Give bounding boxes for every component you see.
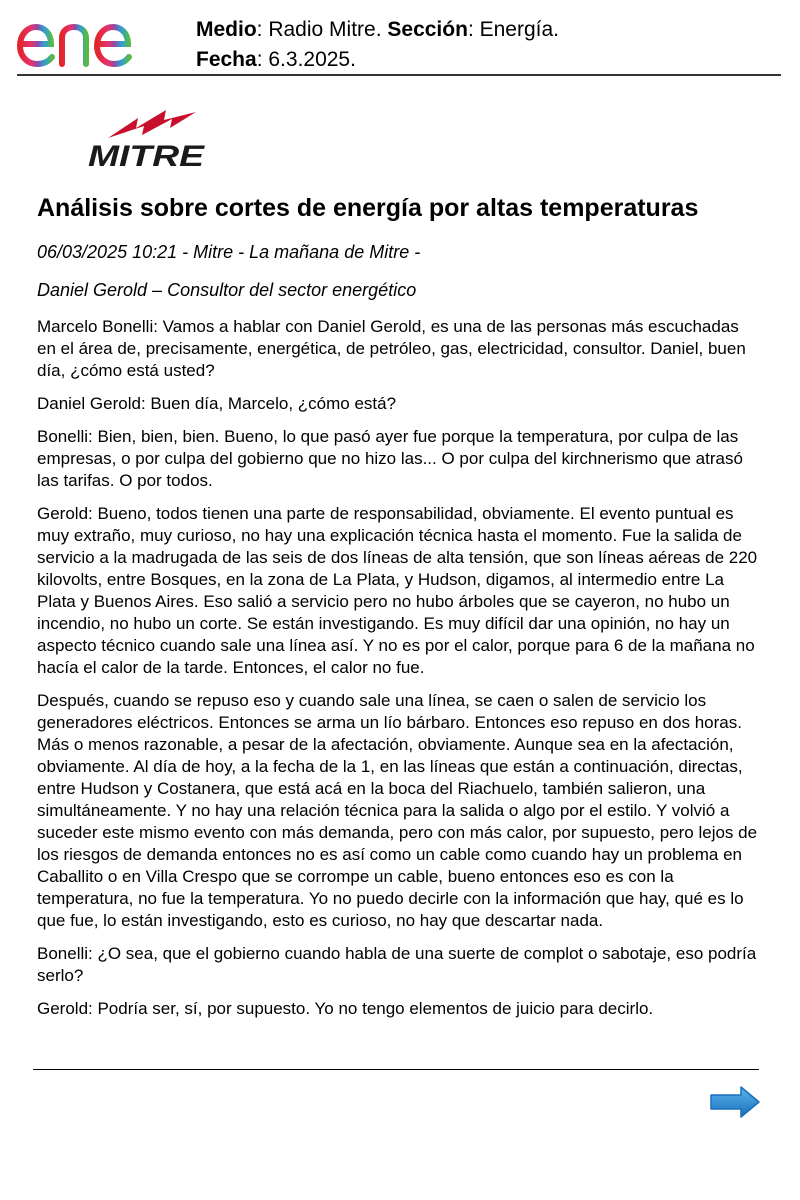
document-meta bbox=[196, 15, 559, 75]
enel-logo bbox=[16, 8, 168, 70]
medio-label: Medio bbox=[196, 18, 257, 41]
article-paragraph: Daniel Gerold: Buen día, Marcelo, ¿cómo está? bbox=[37, 394, 397, 413]
fecha-value: : 6.3.2025. bbox=[256, 48, 356, 71]
seccion-label: Sección bbox=[387, 18, 468, 41]
mitre-logo bbox=[86, 104, 208, 172]
article-paragraph: Gerold: Podría ser, sí, por supuesto. Yo no tengo elementos de juicio para decirlo. bbox=[37, 999, 654, 1018]
article-paragraph: Bonelli: ¿O sea, que el gobierno cuando habla de una suerte de complot o sabotaje, eso podría serlo? bbox=[37, 944, 757, 985]
mitre-logo-text: MITRE bbox=[88, 140, 206, 172]
article-paragraph: Gerold: Bueno, todos tienen una parte de responsabilidad, obviamente. El evento puntual es muy extraño, muy curioso, no hay una explicación técnica hasta el momento. Fue la salida de servicio a la madrugada de las seis de dos líneas de alta tensión, que son líneas aéreas de 220 kilovolts, entre Bosques, en la zona de La Plata, y Hudson, digamos, al intermedio entre La Plata y Buenos Aires. Eso salió a servicio pero no hubo árboles que se cayeron, no hubo un incendio, no hubo un corte. Se están investigando. Es muy difícil dar una opinión, no hay un aspecto técnico cuando sale una línea así. Y no es por el calor, porque para 6 de la mañana no hacía el calor de la tarde. Entonces, el calor no fue. bbox=[37, 504, 758, 677]
meta-line-2 bbox=[196, 45, 559, 75]
footer-divider bbox=[33, 1069, 759, 1070]
article-paragraph: Marcelo Bonelli: Vamos a hablar con Daniel Gerold, es una de las personas más escuchadas en el área de, precisamente, energética, de petróleo, gas, electricidad, consultor. Daniel, buen día, ¿cómo está usted? bbox=[37, 317, 746, 380]
meta-line-1 bbox=[196, 15, 559, 45]
medio-value: : Radio Mitre. bbox=[256, 18, 388, 41]
right-arrow-icon[interactable] bbox=[708, 1084, 762, 1120]
article-dateline: 06/03/2025 10:21 - Mitre - La mañana de Mitre - bbox=[37, 242, 421, 262]
header-divider bbox=[17, 74, 781, 76]
seccion-value: : Energía. bbox=[467, 18, 559, 41]
article-paragraph: Después, cuando se repuso eso y cuando sale una línea, se caen o salen de servicio los generadores eléctricos. Entonces se arma un lío bárbaro. Entonces eso repuso en dos horas. Más o menos razonable, a pesar de la afectación, obviamente. Aunque sea en la afectación, obviamente. Al día de hoy, a la fecha de la 1, en las líneas que están a continuación, directas, entre Hudson y Costanera, que está acá en la boca del Riachuelo, también salieron, una simultáneamente. Y no hay una relación técnica para la salida o algo por el estilo. Y volvió a suceder este mismo evento con más demanda, pero con más calor, por supuesto, pero lejos de los riesgos de demanda entonces no es así como un cable como cuando hay un problema en Caballito o en Villa Crespo que se corrompe un cable, bueno entonces eso es con la temperatura, no fue la temperatura. Yo no puedo decirle con la información que hay, qué es lo que fue, lo están investigando, esto es curioso, no hay que descartar nada. bbox=[37, 691, 758, 930]
fecha-label: Fecha bbox=[196, 48, 257, 71]
page-header bbox=[0, 0, 800, 80]
article-title: Análisis sobre cortes de energía por altas temperaturas bbox=[37, 194, 699, 222]
article-guest: Daniel Gerold – Consultor del sector energético bbox=[37, 280, 417, 300]
article-paragraph: Bonelli: Bien, bien, bien. Bueno, lo que pasó ayer fue porque la temperatura, por culpa de las empresas, o por culpa del gobierno que no hizo las... O por culpa del kirchnerismo que atrasó las tarifas. O por todos. bbox=[37, 427, 743, 490]
article bbox=[37, 190, 762, 1031]
